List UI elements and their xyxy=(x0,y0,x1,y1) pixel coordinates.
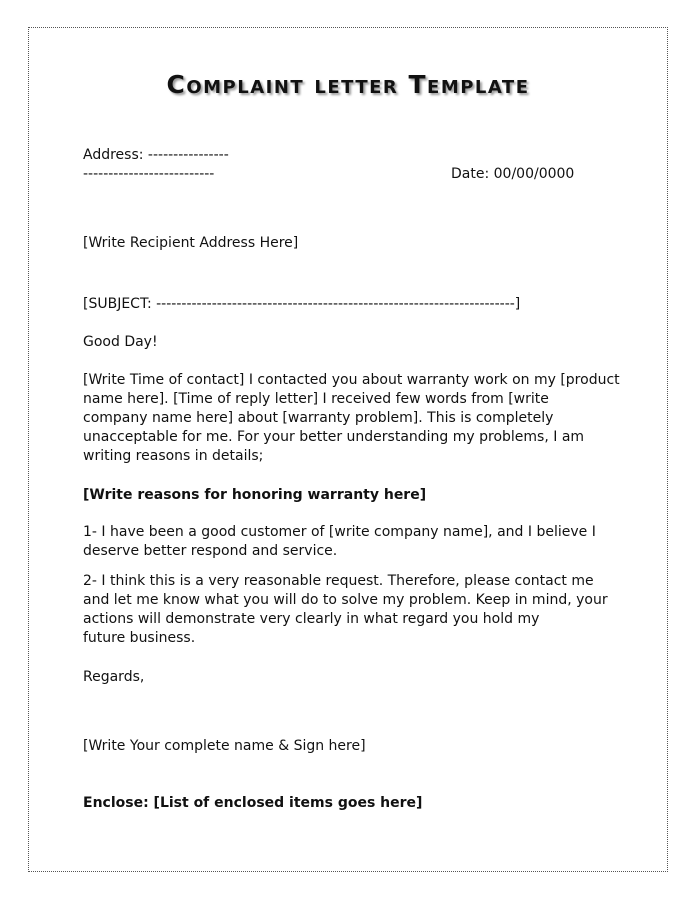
address-label: Address: ---------------- xyxy=(83,147,229,163)
signature-placeholder: [Write Your complete name & Sign here] xyxy=(83,738,366,754)
closing: Regards, xyxy=(83,669,145,685)
reason-2-line: future business. xyxy=(83,630,196,646)
recipient-address: [Write Recipient Address Here] xyxy=(83,235,299,251)
reason-2-line: and let me know what you will do to solve my problem. Keep in mind, your xyxy=(83,592,608,608)
body-line: unacceptable for me. For your better understanding my problems, I am xyxy=(83,429,585,445)
body-paragraph xyxy=(83,371,623,466)
body-line: name here]. [Time of reply letter] I received few words from [write xyxy=(83,391,549,407)
greeting: Good Day! xyxy=(83,334,158,350)
page-title: Complaint letter Template xyxy=(166,70,530,99)
body-line: company name here] about [warranty problem]. This is completely xyxy=(83,410,554,426)
enclose-line: Enclose: [List of enclosed items goes here] xyxy=(83,795,423,811)
reason-2-line: actions will demonstrate very clearly in what regard you hold my xyxy=(83,611,540,627)
body-line: [Write Time of contact] I contacted you about warranty work on my [product xyxy=(83,372,620,388)
reason-1-line: 1- I have been a good customer of [write company name], and I believe I xyxy=(83,524,596,540)
date-field: Date: 00/00/0000 xyxy=(451,166,575,182)
reason-2-line: 2- I think this is a very reasonable request. Therefore, please contact me xyxy=(83,573,594,589)
reason-1 xyxy=(83,523,623,561)
reason-2 xyxy=(83,572,623,648)
subject-line: [SUBJECT: -----------------------------------------------------------------------] xyxy=(83,296,521,312)
address-line-2: -------------------------- xyxy=(83,166,215,182)
reasons-heading: [Write reasons for honoring warranty here] xyxy=(83,487,427,503)
body-line: writing reasons in details; xyxy=(83,448,264,464)
reason-1-line: deserve better respond and service. xyxy=(83,543,338,559)
